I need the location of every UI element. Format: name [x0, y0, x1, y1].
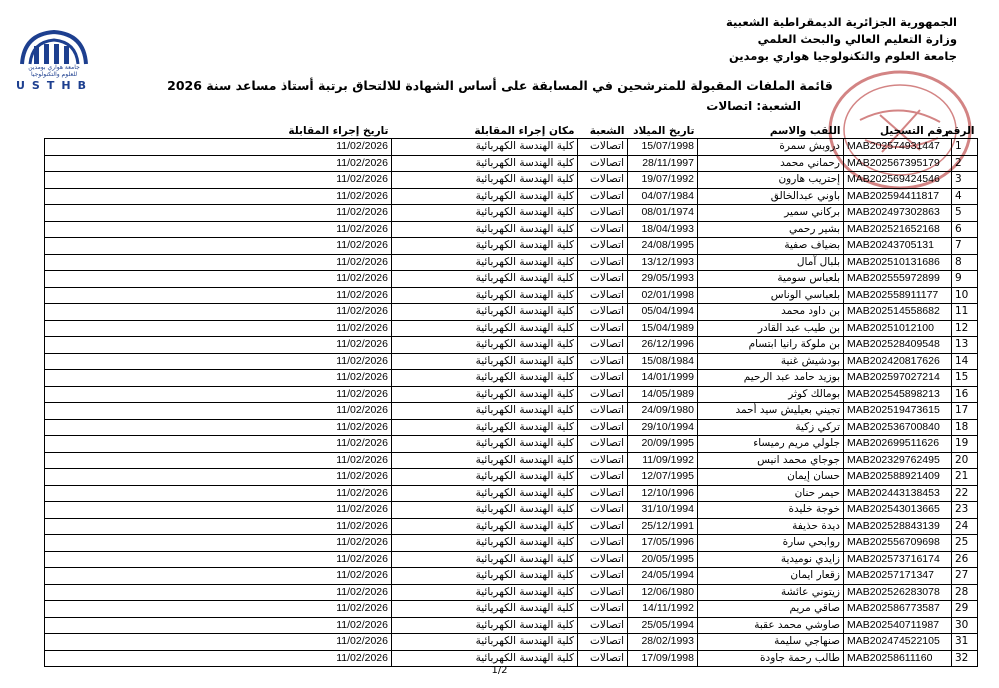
cell-date: 11/02/2026: [45, 221, 392, 238]
cell-date: 11/02/2026: [45, 188, 392, 205]
cell-place: كلية الهندسة الكهربائية: [392, 535, 578, 552]
header-ministry: وزارة التعليم العالي والبحث العلمي: [757, 32, 957, 46]
cell-place: كلية الهندسة الكهربائية: [392, 304, 578, 321]
cell-name: بضياف صفية: [698, 238, 844, 255]
table-row: [45, 155, 978, 172]
col-birth: تاريخ الميلاد: [628, 124, 698, 139]
cell-num: 30: [952, 617, 978, 634]
cell-date: 11/02/2026: [45, 320, 392, 337]
table-row: [45, 469, 978, 486]
cell-birth: 13/12/1993: [628, 254, 698, 271]
cell-place: كلية الهندسة الكهربائية: [392, 353, 578, 370]
cell-spec: اتصالات: [578, 518, 628, 535]
cell-date: 11/02/2026: [45, 386, 392, 403]
cell-place: كلية الهندسة الكهربائية: [392, 139, 578, 156]
cell-name: تجيني بعيليش سيد أحمد: [698, 403, 844, 420]
cell-place: كلية الهندسة الكهربائية: [392, 320, 578, 337]
cell-name: بلعباس سومية: [698, 271, 844, 288]
cell-spec: اتصالات: [578, 469, 628, 486]
cell-date: 11/02/2026: [45, 337, 392, 354]
cell-spec: اتصالات: [578, 502, 628, 519]
cell-code: MAB202558911177: [844, 287, 952, 304]
cell-birth: 12/07/1995: [628, 469, 698, 486]
cell-name: حيمر حنان: [698, 485, 844, 502]
cell-spec: اتصالات: [578, 634, 628, 651]
cell-birth: 29/10/1994: [628, 419, 698, 436]
table-row: [45, 535, 978, 552]
cell-place: كلية الهندسة الكهربائية: [392, 205, 578, 222]
cell-num: 31: [952, 634, 978, 651]
cell-date: 11/02/2026: [45, 419, 392, 436]
cell-date: 11/02/2026: [45, 650, 392, 667]
cell-num: 25: [952, 535, 978, 552]
cell-birth: 24/08/1995: [628, 238, 698, 255]
cell-num: 17: [952, 403, 978, 420]
cell-place: كلية الهندسة الكهربائية: [392, 436, 578, 453]
table-row: [45, 221, 978, 238]
table-row: [45, 238, 978, 255]
table-row: [45, 386, 978, 403]
cell-num: 28: [952, 584, 978, 601]
table-row: [45, 205, 978, 222]
cell-name: حسان إيمان: [698, 469, 844, 486]
table-row: [45, 403, 978, 420]
table-row: [45, 518, 978, 535]
cell-code: MAB202597027214: [844, 370, 952, 387]
cell-birth: 25/05/1994: [628, 617, 698, 634]
cell-name: خوجة خليدة: [698, 502, 844, 519]
table-row: [45, 551, 978, 568]
cell-num: 19: [952, 436, 978, 453]
cell-spec: اتصالات: [578, 337, 628, 354]
cell-spec: اتصالات: [578, 139, 628, 156]
cell-birth: 14/11/1992: [628, 601, 698, 618]
table-row: [45, 271, 978, 288]
cell-birth: 18/04/1993: [628, 221, 698, 238]
cell-date: 11/02/2026: [45, 601, 392, 618]
cell-place: كلية الهندسة الكهربائية: [392, 551, 578, 568]
cell-spec: اتصالات: [578, 403, 628, 420]
cell-code: MAB202510131686: [844, 254, 952, 271]
cell-code: MAB202545898213: [844, 386, 952, 403]
cell-name: روابحي سارة: [698, 535, 844, 552]
cell-place: كلية الهندسة الكهربائية: [392, 221, 578, 238]
cell-birth: 19/07/1992: [628, 172, 698, 189]
cell-name: صاوشي محمد عقبة: [698, 617, 844, 634]
cell-code: MAB202573716174: [844, 551, 952, 568]
cell-birth: 28/02/1993: [628, 634, 698, 651]
cell-date: 11/02/2026: [45, 469, 392, 486]
cell-birth: 15/04/1989: [628, 320, 698, 337]
cell-code: MAB202555972899: [844, 271, 952, 288]
cell-place: كلية الهندسة الكهربائية: [392, 518, 578, 535]
cell-birth: 20/09/1995: [628, 436, 698, 453]
table-row: [45, 568, 978, 585]
cell-date: 11/02/2026: [45, 287, 392, 304]
cell-name: زايدي نوميدية: [698, 551, 844, 568]
table-row: [45, 304, 978, 321]
cell-place: كلية الهندسة الكهربائية: [392, 634, 578, 651]
cell-name: بن طيب عبد القادر: [698, 320, 844, 337]
cell-code: MAB20257171347: [844, 568, 952, 585]
cell-birth: 29/05/1993: [628, 271, 698, 288]
cell-spec: اتصالات: [578, 271, 628, 288]
table-row: [45, 419, 978, 436]
cell-date: 11/02/2026: [45, 304, 392, 321]
cell-num: 20: [952, 452, 978, 469]
cell-num: 27: [952, 568, 978, 585]
cell-num: 14: [952, 353, 978, 370]
cell-birth: 02/01/1998: [628, 287, 698, 304]
table-row: [45, 337, 978, 354]
col-spec: الشعبة: [578, 124, 628, 139]
cell-place: كلية الهندسة الكهربائية: [392, 469, 578, 486]
cell-place: كلية الهندسة الكهربائية: [392, 155, 578, 172]
cell-num: 9: [952, 271, 978, 288]
table-row: [45, 584, 978, 601]
logo-arches-icon: [16, 28, 92, 68]
cell-code: MAB202528409548: [844, 337, 952, 354]
cell-num: 11: [952, 304, 978, 321]
cell-birth: 20/05/1995: [628, 551, 698, 568]
cell-code: MAB202586773587: [844, 601, 952, 618]
col-code: رقم التسجيل: [844, 124, 952, 139]
table-row: [45, 485, 978, 502]
cell-spec: اتصالات: [578, 551, 628, 568]
cell-num: 4: [952, 188, 978, 205]
cell-birth: 08/01/1974: [628, 205, 698, 222]
cell-birth: 15/08/1984: [628, 353, 698, 370]
cell-code: MAB202567395179: [844, 155, 952, 172]
cell-spec: اتصالات: [578, 320, 628, 337]
cell-code: MAB202569424546: [844, 172, 952, 189]
cell-num: 22: [952, 485, 978, 502]
page-number: 1/2: [491, 665, 508, 676]
cell-spec: اتصالات: [578, 172, 628, 189]
cell-date: 11/02/2026: [45, 271, 392, 288]
cell-date: 11/02/2026: [45, 370, 392, 387]
cell-code: MAB202699511626: [844, 436, 952, 453]
cell-num: 23: [952, 502, 978, 519]
col-date: تاريخ إجراء المقابلة: [45, 124, 392, 139]
cell-date: 11/02/2026: [45, 568, 392, 585]
cell-date: 11/02/2026: [45, 238, 392, 255]
cell-num: 12: [952, 320, 978, 337]
cell-date: 11/02/2026: [45, 452, 392, 469]
cell-date: 11/02/2026: [45, 254, 392, 271]
cell-spec: اتصالات: [578, 650, 628, 667]
cell-code: MAB202474522105: [844, 634, 952, 651]
cell-spec: اتصالات: [578, 584, 628, 601]
cell-date: 11/02/2026: [45, 155, 392, 172]
cell-name: دروبش سمرة: [698, 139, 844, 156]
cell-place: كلية الهندسة الكهربائية: [392, 287, 578, 304]
cell-name: زقعار ايمان: [698, 568, 844, 585]
cell-birth: 12/06/1980: [628, 584, 698, 601]
cell-spec: اتصالات: [578, 436, 628, 453]
cell-name: رحماني محمد: [698, 155, 844, 172]
cell-name: بن داود محمد: [698, 304, 844, 321]
cell-code: MAB202420817626: [844, 353, 952, 370]
cell-date: 11/02/2026: [45, 634, 392, 651]
cell-spec: اتصالات: [578, 155, 628, 172]
cell-name: إحتريب هارون: [698, 172, 844, 189]
table-row: [45, 601, 978, 618]
cell-spec: اتصالات: [578, 188, 628, 205]
cell-place: كلية الهندسة الكهربائية: [392, 254, 578, 271]
table-row: [45, 139, 978, 156]
cell-code: MAB202521652168: [844, 221, 952, 238]
cell-date: 11/02/2026: [45, 403, 392, 420]
cell-spec: اتصالات: [578, 617, 628, 634]
cell-code: MAB202519473615: [844, 403, 952, 420]
cell-name: بوزيد حامد عبد الرحيم: [698, 370, 844, 387]
cell-place: كلية الهندسة الكهربائية: [392, 485, 578, 502]
cell-place: كلية الهندسة الكهربائية: [392, 502, 578, 519]
cell-num: 21: [952, 469, 978, 486]
cell-spec: اتصالات: [578, 287, 628, 304]
cell-spec: اتصالات: [578, 601, 628, 618]
col-place: مكان إجراء المقابلة: [392, 124, 578, 139]
cell-num: 5: [952, 205, 978, 222]
col-num: الرقم: [952, 124, 978, 139]
cell-code: MAB202528843139: [844, 518, 952, 535]
cell-name: طالب رحمة جاودة: [698, 650, 844, 667]
cell-code: MAB202329762495: [844, 452, 952, 469]
cell-name: جوجاي محمد انيس: [698, 452, 844, 469]
cell-spec: اتصالات: [578, 238, 628, 255]
cell-code: MAB202540711987: [844, 617, 952, 634]
cell-place: كلية الهندسة الكهربائية: [392, 601, 578, 618]
cell-spec: اتصالات: [578, 205, 628, 222]
cell-name: بومالك كوثر: [698, 386, 844, 403]
cell-num: 10: [952, 287, 978, 304]
cell-code: MAB202556709698: [844, 535, 952, 552]
cell-spec: اتصالات: [578, 568, 628, 585]
cell-place: كلية الهندسة الكهربائية: [392, 650, 578, 667]
cell-birth: 14/05/1989: [628, 386, 698, 403]
cell-spec: اتصالات: [578, 419, 628, 436]
cell-num: 7: [952, 238, 978, 255]
table-header-row: [45, 124, 978, 139]
table-row: [45, 353, 978, 370]
table-row: [45, 617, 978, 634]
cell-birth: 24/05/1994: [628, 568, 698, 585]
table-row: [45, 320, 978, 337]
cell-place: كلية الهندسة الكهربائية: [392, 568, 578, 585]
cell-num: 15: [952, 370, 978, 387]
logo-acronym: USTHB: [16, 79, 93, 92]
cell-spec: اتصالات: [578, 485, 628, 502]
cell-date: 11/02/2026: [45, 436, 392, 453]
cell-code: MAB202497302863: [844, 205, 952, 222]
table-row: [45, 287, 978, 304]
cell-place: كلية الهندسة الكهربائية: [392, 271, 578, 288]
cell-name: صنهاجي سليمة: [698, 634, 844, 651]
cell-place: كلية الهندسة الكهربائية: [392, 337, 578, 354]
cell-num: 29: [952, 601, 978, 618]
cell-date: 11/02/2026: [45, 584, 392, 601]
cell-num: 26: [952, 551, 978, 568]
cell-name: بودشيش غنية: [698, 353, 844, 370]
cell-birth: 31/10/1994: [628, 502, 698, 519]
cell-birth: 17/05/1996: [628, 535, 698, 552]
cell-code: MAB202443138453: [844, 485, 952, 502]
cell-date: 11/02/2026: [45, 551, 392, 568]
cell-code: MAB202526283078: [844, 584, 952, 601]
cell-birth: 24/09/1980: [628, 403, 698, 420]
table-row: [45, 502, 978, 519]
specialty-label: الشعبة: اتصالات: [706, 99, 801, 113]
cell-name: بلعباسي الوناس: [698, 287, 844, 304]
cell-name: جلولي مريم رميساء: [698, 436, 844, 453]
cell-date: 11/02/2026: [45, 205, 392, 222]
ministry-header: [627, 14, 957, 65]
cell-place: كلية الهندسة الكهربائية: [392, 584, 578, 601]
cell-code: MAB202514558682: [844, 304, 952, 321]
cell-birth: 25/12/1991: [628, 518, 698, 535]
cell-num: 1: [952, 139, 978, 156]
cell-birth: 04/07/1984: [628, 188, 698, 205]
cell-spec: اتصالات: [578, 221, 628, 238]
cell-name: بركاني سمير: [698, 205, 844, 222]
cell-code: MAB202536700840: [844, 419, 952, 436]
cell-num: 2: [952, 155, 978, 172]
cell-num: 13: [952, 337, 978, 354]
cell-name: صاقي مريم: [698, 601, 844, 618]
cell-birth: 12/10/1996: [628, 485, 698, 502]
cell-code: MAB20258611160: [844, 650, 952, 667]
cell-num: 16: [952, 386, 978, 403]
cell-spec: اتصالات: [578, 535, 628, 552]
cell-birth: 11/09/1992: [628, 452, 698, 469]
cell-place: كلية الهندسة الكهربائية: [392, 238, 578, 255]
header-republic: الجمهورية الجزائرية الديمقراطية الشعبية: [725, 15, 957, 29]
cell-num: 18: [952, 419, 978, 436]
cell-num: 3: [952, 172, 978, 189]
cell-name: زيتوني عائشة: [698, 584, 844, 601]
cell-place: كلية الهندسة الكهربائية: [392, 403, 578, 420]
cell-name: ديدة حذيفة: [698, 518, 844, 535]
cell-birth: 15/07/1998: [628, 139, 698, 156]
cell-num: 32: [952, 650, 978, 667]
cell-date: 11/02/2026: [45, 518, 392, 535]
cell-place: كلية الهندسة الكهربائية: [392, 172, 578, 189]
cell-name: تركي زكية: [698, 419, 844, 436]
cell-date: 11/02/2026: [45, 535, 392, 552]
cell-birth: 17/09/1998: [628, 650, 698, 667]
table-row: [45, 172, 978, 189]
cell-date: 11/02/2026: [45, 617, 392, 634]
cell-name: بن ملوكة رانيا ابتسام: [698, 337, 844, 354]
cell-date: 11/02/2026: [45, 502, 392, 519]
cell-num: 24: [952, 518, 978, 535]
cell-spec: اتصالات: [578, 386, 628, 403]
cell-spec: اتصالات: [578, 353, 628, 370]
cell-date: 11/02/2026: [45, 172, 392, 189]
cell-spec: اتصالات: [578, 370, 628, 387]
cell-date: 11/02/2026: [45, 139, 392, 156]
cell-code: MAB20251012100: [844, 320, 952, 337]
cell-code: MAB202543013665: [844, 502, 952, 519]
cell-name: باوني عبدالخالق: [698, 188, 844, 205]
cell-num: 6: [952, 221, 978, 238]
header-university: جامعة العلوم والتكنولوجيا هواري بومدين: [728, 49, 957, 63]
col-name: اللقب والاسم: [698, 124, 844, 139]
cell-code: MAB202574931447: [844, 139, 952, 156]
cell-place: كلية الهندسة الكهربائية: [392, 419, 578, 436]
cell-place: كلية الهندسة الكهربائية: [392, 452, 578, 469]
cell-place: كلية الهندسة الكهربائية: [392, 386, 578, 403]
candidates-table: [44, 124, 978, 667]
cell-code: MAB20243705131: [844, 238, 952, 255]
cell-name: بلبال آمال: [698, 254, 844, 271]
cell-place: كلية الهندسة الكهربائية: [392, 617, 578, 634]
cell-spec: اتصالات: [578, 452, 628, 469]
cell-spec: اتصالات: [578, 254, 628, 271]
cell-code: MAB202594411817: [844, 188, 952, 205]
table-row: [45, 436, 978, 453]
cell-num: 8: [952, 254, 978, 271]
document-title: قائمة الملفات المقبولة للمترشحين في المسابقة على أساس الشهادة للالتحاق برتبة أستاذ مساعد سنة 2026: [167, 78, 833, 93]
logo-arabic-text: جامعة هواري بومدين للعلوم والتكنولوجيا: [28, 64, 80, 78]
cell-birth: 05/04/1994: [628, 304, 698, 321]
cell-birth: 14/01/1999: [628, 370, 698, 387]
table-row: [45, 188, 978, 205]
table-row: [45, 634, 978, 651]
cell-place: كلية الهندسة الكهربائية: [392, 370, 578, 387]
table-row: [45, 370, 978, 387]
cell-birth: 28/11/1997: [628, 155, 698, 172]
table-row: [45, 254, 978, 271]
cell-date: 11/02/2026: [45, 353, 392, 370]
cell-code: MAB202588921409: [844, 469, 952, 486]
cell-spec: اتصالات: [578, 304, 628, 321]
cell-date: 11/02/2026: [45, 485, 392, 502]
cell-name: بشير رحمي: [698, 221, 844, 238]
cell-place: كلية الهندسة الكهربائية: [392, 188, 578, 205]
table-row: [45, 452, 978, 469]
cell-birth: 26/12/1996: [628, 337, 698, 354]
